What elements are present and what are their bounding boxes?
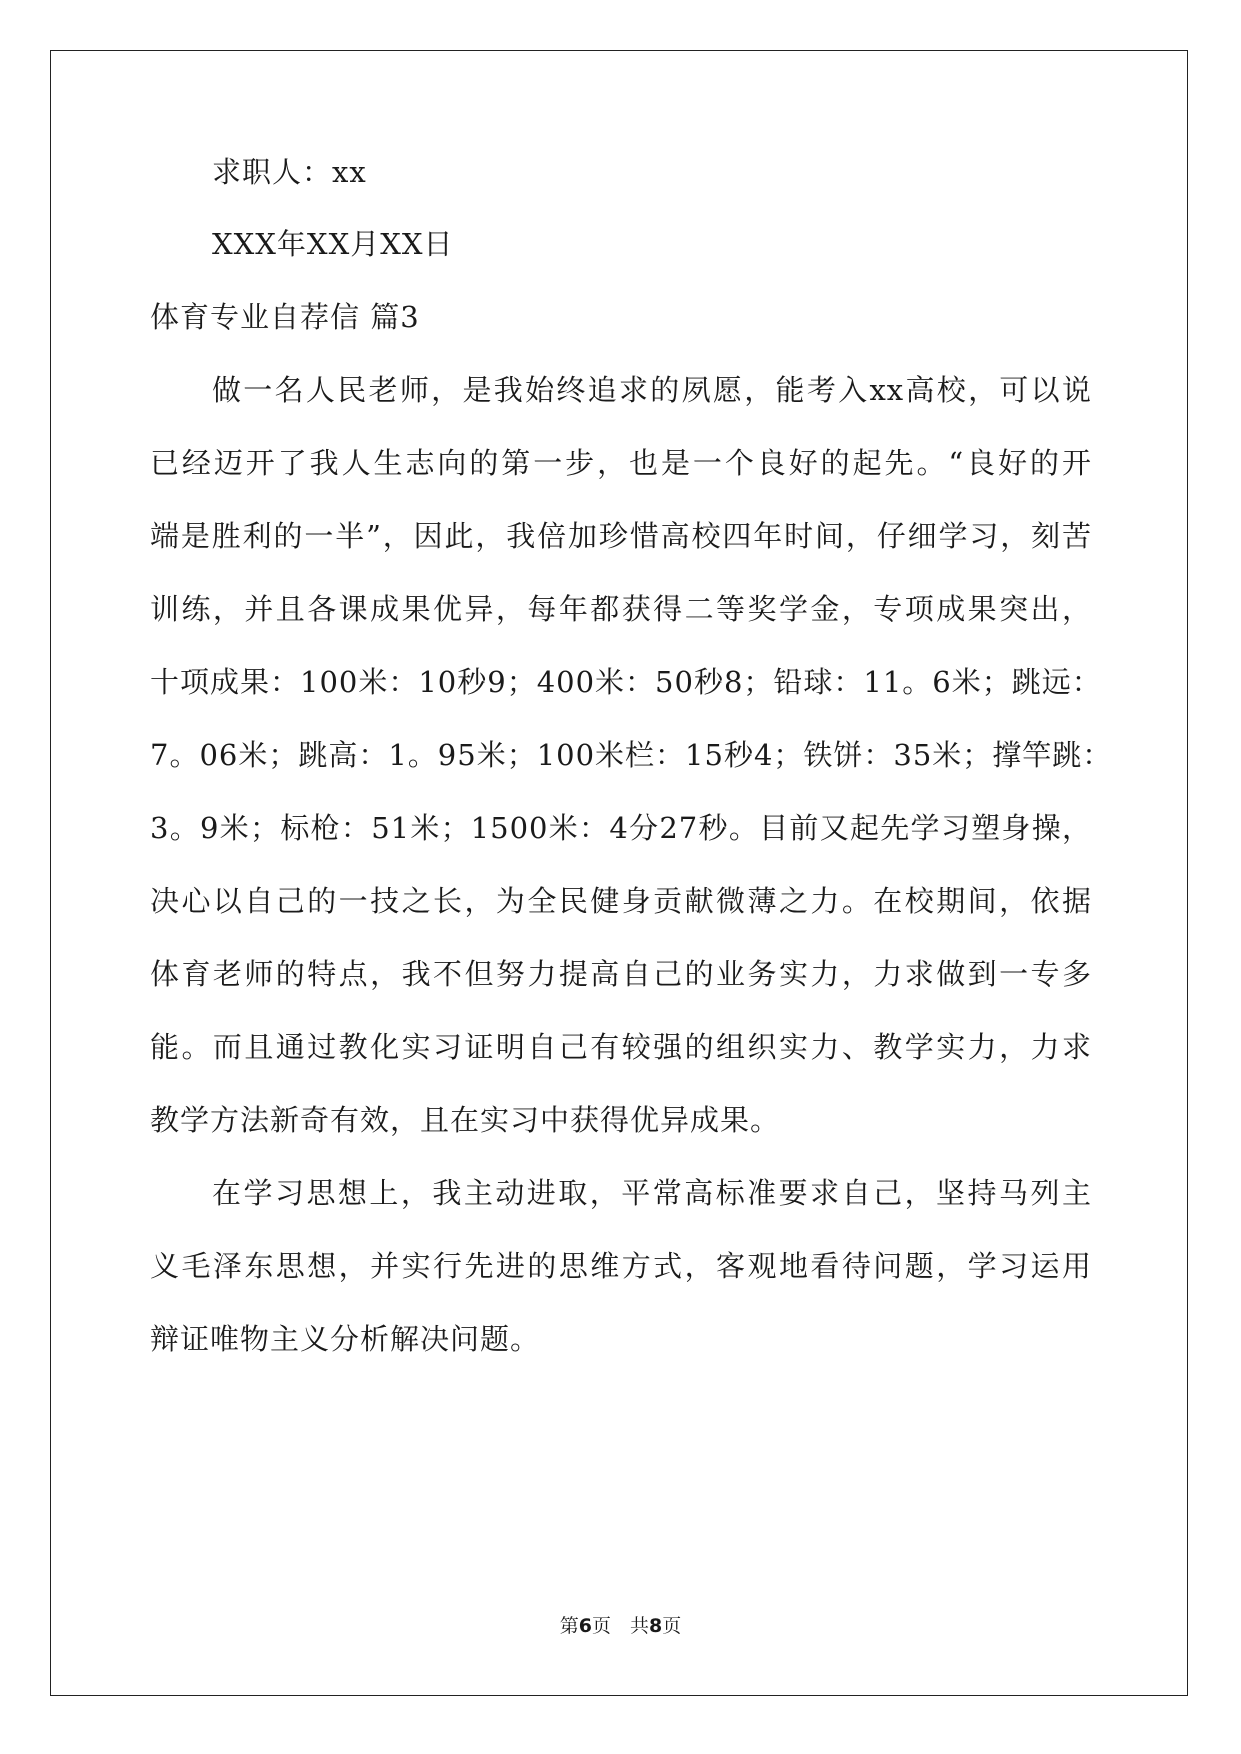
paragraph-line: 能。而且通过教化实习证明自己有较强的组织实力、教学实力，力求 [150, 1030, 1092, 1064]
paragraph-line: 义毛泽东思想，并实行先进的思维方式，客观地看待问题，学习运用 [150, 1249, 1092, 1283]
paragraph-line: 教学方法新奇有效，且在实习中获得优异成果。 [150, 1103, 781, 1137]
page-suffix: 页 [662, 1615, 682, 1637]
page-prefix: 第 [559, 1615, 579, 1637]
paragraph-line: 端是胜利的一半”，因此，我倍加珍惜高校四年时间，仔细学习，刻苦 [150, 519, 1092, 553]
page-number-footer [0, 1614, 1241, 1638]
paragraph-line: 辩证唯物主义分析解决问题。 [150, 1322, 541, 1356]
closing-applicant: 求职人：xx [212, 155, 367, 189]
paragraph-line: 做一名人民老师，是我始终追求的夙愿，能考入xx高校，可以说 [212, 373, 1092, 407]
paragraph-line: 7。06米；跳高：1。95米；100米栏：15秒4；铁饼：35米；撑竿跳： [150, 738, 1113, 772]
section-heading: 体育专业自荐信 篇3 [150, 300, 420, 334]
page-mid: 页 共 [591, 1615, 649, 1637]
paragraph-line: 已经迈开了我人生志向的第一步，也是一个良好的起先。“良好的开 [150, 446, 1092, 480]
paragraph-line: 3。9米；标枪：51米；1500米：4分27秒。目前又起先学习塑身操， [150, 811, 1092, 845]
closing-date: XXX年XX月XX日 [212, 227, 454, 261]
paragraph-line: 训练，并且各课成果优异，每年都获得二等奖学金，专项成果突出， [150, 592, 1092, 626]
paragraph-line: 十项成果：100米：10秒9；400米：50秒8；铅球：11。6米；跳远： [150, 665, 1102, 699]
paragraph-line: 体育老师的特点，我不但努力提高自己的业务实力，力求做到一专多 [150, 957, 1092, 991]
paragraph-line: 在学习思想上，我主动进取，平常高标准要求自己，坚持马列主 [212, 1176, 1092, 1210]
page-current: 6 [578, 1615, 592, 1637]
page-total: 8 [649, 1615, 663, 1637]
paragraph-line: 决心以自己的一技之长，为全民健身贡献微薄之力。在校期间，依据 [150, 884, 1092, 918]
